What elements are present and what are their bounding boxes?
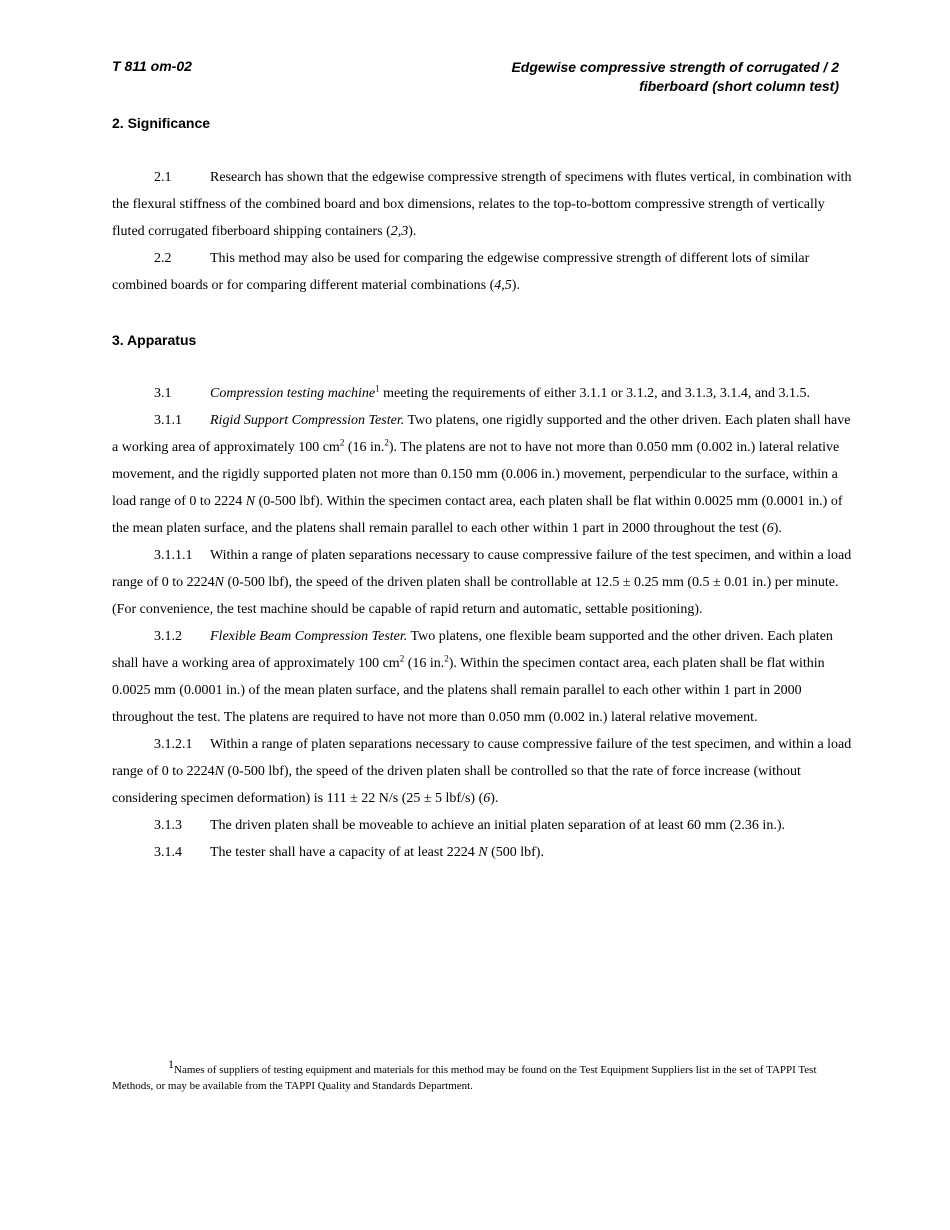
citation: 6 (483, 791, 491, 806)
running-title-line-2: fiberboard (short column test) (639, 78, 839, 94)
footnote-ref: 1 (375, 383, 380, 394)
section-heading-apparatus: 3. Apparatus (112, 332, 197, 348)
citation: 4,5 (494, 278, 512, 293)
paragraph-number: 3.1.1.1 (154, 548, 193, 563)
significance-body (112, 164, 860, 299)
paragraph-2-1: 2.1 Research has shown that the edgewise compressive strength of specimens with flutes vertical, in combination with the flexural stiffness of the combined board and box dimensions, relates to the top-to-bottom compressive strength of vertically fluted corrugated fiberboard shipping containers (2,3). (112, 164, 860, 245)
section-heading-significance: 2. Significance (112, 115, 211, 131)
paragraph-3-1-1-1: 3.1.1.1 Within a range of platen separations necessary to cause compressive failure of the test specimen, and within a load range of 0 to 2224N (0-500 lbf), the speed of the driven platen shall be controllable at 12.5 ± 0.25 mm (0.5 ± 0.01 in.) per minute. (For convenience, the test machine should be capable of rapid return and automatic, settable positioning). (112, 542, 860, 623)
footnote (112, 1057, 852, 1094)
running-title (379, 58, 839, 96)
paragraph-2-2: 2.2 This method may also be used for comparing the edgewise compressive strength of different lots of similar combined boards or for comparing different material combinations (4,5). (112, 245, 860, 299)
paragraph-number: 2.1 (154, 170, 172, 185)
paragraph-number: 2.2 (154, 251, 172, 266)
paragraph-3-1: 3.1 Compression testing machine$^1$ meeting the requirements of either 3.1.1 or 3.1.2, and 3.1.3, 3.1.4, and 3.1.5. (112, 380, 860, 407)
paragraph-3-1-2: 3.1.2 Flexible Beam Compression Tester. Two platens, one flexible beam supported and the other driven. Each platen shall have a working area of approximately 100 $cm^2$ (16 in.$^2$). Within the specimen contact area, each platen shall be flat within 0.0025 mm (0.0001 in.) of the mean platen surface, and the platens shall remain parallel to each other within 1 part in 2000 throughout the test. The platens are required to have not more than 0.050 mm (0.002 in.) lateral relative movement. (112, 623, 860, 731)
paragraph-3-1-1: 3.1.1 Rigid Support Compression Tester. Two platens, one rigidly supported and the other driven. Each platen shall have a working area of approximately 100 $cm^2$ (16 in.$^2$). The platens are not to have not more than 0.050 mm (0.002 in.) lateral relative movement, and the rigidly supported platen not more than 0.150 mm (0.006 in.) movement, perpendicular to the surface, within a load range of 0 to 2224 N (0-500 lbf). Within the specimen contact area, each platen shall be flat within 0.0025 mm (0.0001 in.) of the mean platen surface, and the platens shall remain parallel to each other within 1 part in 2000 throughout the test (6). (112, 407, 860, 542)
running-title-line-1: Edgewise compressive strength of corrugated / 2 (511, 59, 839, 75)
document-id: T 811 om-02 (112, 58, 192, 74)
paragraph-number: 3.1.2.1 (154, 737, 193, 752)
paragraph-number: 3.1.4 (154, 845, 182, 860)
paragraph-number: 3.1.2 (154, 629, 182, 644)
apparatus-body (112, 380, 860, 866)
paragraph-3-1-2-1: 3.1.2.1 Within a range of platen separations necessary to cause compressive failure of the test specimen, and within a load range of 0 to 2224N (0-500 lbf), the speed of the driven platen shall be controlled so that the rate of force increase (without considering specimen deformation) is 111 ± 22 N/s (25 ± 5 lbf/s) (6). (112, 731, 860, 812)
footnote-text: Names of suppliers of testing equipment and materials for this method may be found on the Test Equipment Suppliers list in the set of TAPPI Test Methods, or may be available from the TAPPI Quality and Standards Department. (112, 1064, 817, 1092)
footnote-mark: 1 (168, 1057, 174, 1072)
paragraph-number: 3.1 (154, 386, 172, 401)
citation: 6 (766, 521, 774, 536)
paragraph-3-1-4: 3.1.4 The tester shall have a capacity of at least 2224 N (500 lbf). (112, 839, 860, 866)
citation: 2,3 (390, 224, 409, 239)
paragraph-number: 3.1.3 (154, 818, 182, 833)
paragraph-number: 3.1.1 (154, 413, 182, 428)
paragraph-3-1-3: 3.1.3 The driven platen shall be moveable to achieve an initial platen separation of at least 60 mm (2.36 in.). (112, 812, 860, 839)
